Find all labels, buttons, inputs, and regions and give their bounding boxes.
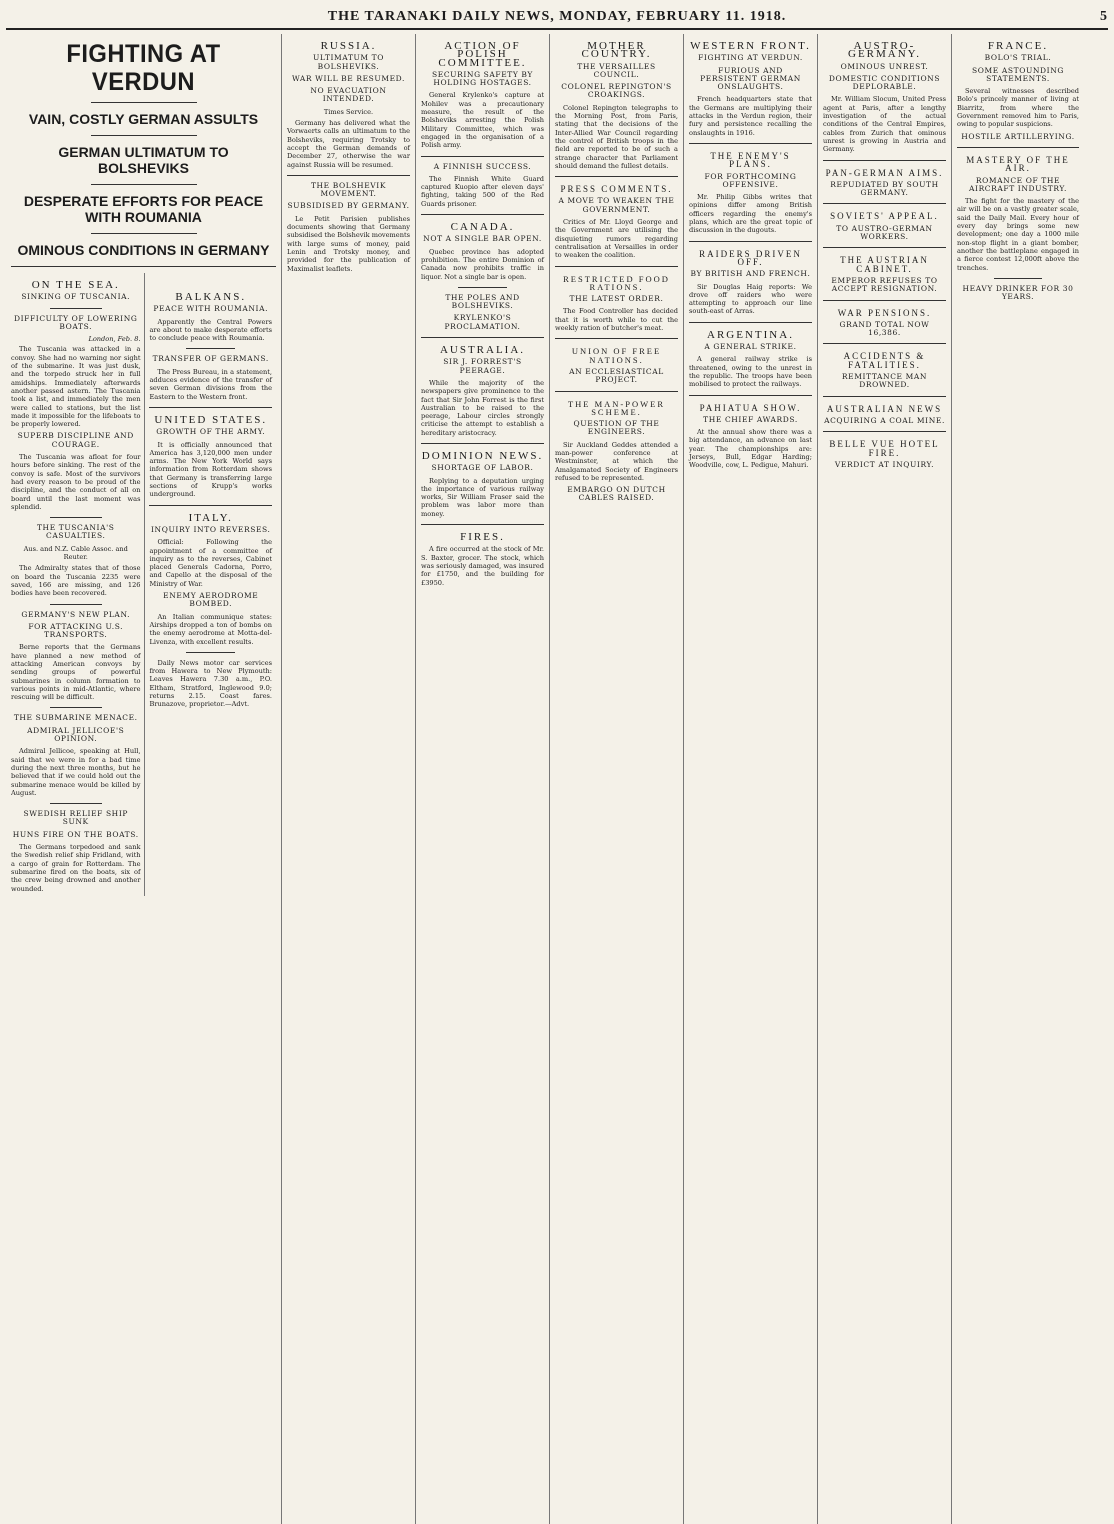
bolo-sub: BOLO'S TRIAL. — [984, 53, 1052, 63]
on-the-sea-head: ON THE SEA. — [31, 279, 120, 291]
column-3 — [416, 34, 550, 1524]
pangerman-head: PAN-GERMAN AIMS. — [825, 167, 944, 178]
finnish-head: A FINNISH SUCCESS. — [433, 161, 532, 171]
verdun-text: French headquarters state that the Germans are multiplying their attacks in the Verdun region, their fury and persistence recalling the onslaughts in 1916. — [689, 95, 812, 137]
russia-text: Germany has delivered what the Vorwaerts calls an ultimatum to the Bolsheviks, requiring Trotsky to accept the German demands of December 27, otherwise the war against Russia will be resumed. — [287, 119, 410, 169]
bolo-sub2: SOME ASTOUNDING STATEMENTS. — [972, 65, 1064, 83]
submarine-sub: ADMIRAL JELLICOE'S OPINION. — [27, 725, 125, 744]
balkans-sub: PEACE WITH ROUMANIA. — [153, 304, 269, 314]
dominion-sub: SHORTAGE OF LABOR. — [431, 463, 534, 473]
mastery-text: The fight for the mastery of the air will be on a vastly greater scale, said the Daily Mail. Every hour of every day brings some new development; one day a 1000 mile non-stop flight in a giant bomber, another the battleplane engaged in a fierce contest 12,000ft above the trenches. — [957, 197, 1079, 272]
soviets-sub: TO AUSTRO-GERMAN WORKERS. — [836, 223, 933, 242]
column-1 — [6, 34, 282, 1524]
headline-sub-1: VAIN, COSTLY GERMAN ASSULTS — [28, 111, 259, 127]
council-text: Colonel Repington telegraphs to the Morning Post, from Paris, stating that the decisions of the Inter-Allied War Council regarding the control of British troops in the field are reported to be of such a strange character that Parliament should demand the fullest details. — [555, 103, 678, 170]
pahiatua-sub: THE CHIEF AWARDS. — [703, 414, 798, 424]
press-text: Critics of Mr. Lloyd George and the Government are utilising the disquieting rumors regarding centralisation at Versailles in order to weaken the coalition. — [555, 218, 678, 260]
column-2 — [282, 34, 416, 1524]
tuscania-head: SINKING OF TUSCANIA. — [21, 292, 131, 302]
verdun-sub2: FURIOUS AND PERSISTENT GERMAN ONSLAUGHTS. — [700, 65, 801, 92]
council-sub2: COLONEL REPINGTON'S CROAKINGS. — [561, 82, 672, 100]
enemy-plans-sub: FOR FORTHCOMING OFFENSIVE. — [704, 171, 797, 189]
swedish-sub: HUNS FIRE ON THE BOATS. — [12, 829, 139, 839]
russia-head: RUSSIA. — [320, 40, 377, 52]
germany-plan-head: GERMANY'S NEW PLAN. — [21, 609, 131, 619]
australian-news-sub: ACQUIRING A COAL MINE. — [824, 415, 945, 425]
russia-sub: ULTIMATUM TO BOLSHEVIKS. — [312, 53, 385, 71]
discipline-text: The Tuscania was afloat for four hours before sinking. The rest of the convoy is safe. Most of the survivors had every reason to be proud of the discipline, and the conduct of all on board until the last moment was splendid. — [11, 453, 141, 511]
main-headline: FIGHTING AT VERDUN — [66, 40, 221, 96]
argentina-text: A general railway strike is threatened, owing to the unrest in the republic. The troops have been mobilised to protect the railways. — [689, 355, 812, 389]
canada-head: CANADA. — [450, 221, 515, 234]
poles-sub: KRYLENKO'S PROCLAMATION. — [444, 313, 521, 331]
australia-head: AUSTRALIA. — [439, 344, 526, 357]
italy-sub: INQUIRY INTO REVERSES. — [150, 524, 271, 534]
column-4 — [550, 34, 684, 1524]
bolshevik-text: Le Petit Parisien publishes documents showing that Germany subsidised the Bolshevik movements with large sums of money, paid Lenin and Trotsky money, and provided for the publication of Maximalist leaflets. — [287, 214, 410, 273]
pahiatua-text: At the annual show there was a big attendance, an advance on last year. The championships are: Jerseys, Bull, Edgar Harding; Woodville, cow, L. Pedigue, Mahuri. — [689, 428, 812, 470]
italy-text: Official: Following the appointment of a committee of inquiry as to the reverses, Cabinet placed Generals Cadorna, Porro, and Capello at the disposal of the Ministry of War. — [149, 538, 272, 588]
enemy-plans-text: Mr. Philip Gibbs writes that opinions differ among British officers regarding the enemy's plans, which are the great topic of discussion in the dugouts. — [689, 193, 812, 235]
argentina-sub: A GENERAL STRIKE. — [704, 342, 797, 352]
dominion-text: Replying to a deputation urging the importance of various railway works, Sir William Fraser said the problem was labor more than money. — [421, 476, 544, 518]
balkans-head: BALKANS. — [175, 291, 247, 303]
verdun-sub: FIGHTING AT VERDUN. — [698, 53, 803, 63]
finnish-text: The Finnish White Guard captured Kuopio after eleven days' fighting, taking 500 of the Red Guards prisoner. — [421, 174, 544, 208]
advert: Daily News motor car services from Hawera to New Plymouth: Leaves Hawera 7.30 a.m., P.O. Eltham, Stratford, Inglewood 9.0; returns 2.15. Coast fares. Brunazove, proprietor.—Advt. — [149, 658, 272, 709]
pahiatua-head: PAHIATUA SHOW. — [699, 402, 802, 413]
australia-sub: SIR J. FORREST'S PEERAGE. — [443, 357, 522, 375]
page-number: 5 — [1100, 9, 1108, 24]
belle-vue-sub: VERDICT AT INQUIRY. — [834, 459, 935, 469]
bolshevik-head: THE BOLSHEVIK MOVEMENT. — [310, 180, 387, 199]
casualties-text: The Admiralty states that of those on board the Tuscania 2235 were saved, 166 are missing, and 126 bodies have been recovered. — [11, 564, 141, 598]
us-head: UNITED STATES. — [154, 413, 268, 426]
us-sub: GROWTH OF THE ARMY. — [156, 427, 266, 437]
tuscania-sub: DIFFICULTY OF LOWERING BOATS. — [13, 313, 138, 331]
heavy-drinker-sub: HEAVY DRINKER FOR 30 YEARS. — [962, 283, 1074, 302]
soviets-head: SOVIETS' APPEAL. — [830, 211, 939, 222]
submarine-text: Admiral Jellicoe, speaking at Hull, said that we were in for a bad time during the next three months, but he believed that if we could hold out the submarine menace would be killed by August. — [11, 747, 141, 797]
column-5 — [684, 34, 818, 1524]
dateline: London, Feb. 8. — [88, 335, 141, 344]
mastery-sub: ROMANCE OF THE AIRCRAFT INDUSTRY. — [968, 175, 1067, 193]
press-sub: A MOVE TO WEAKEN THE GOVERNMENT. — [558, 196, 675, 214]
enemy-plans-head: THE ENEMY'S PLANS. — [710, 150, 791, 170]
poles-head: THE POLES AND BOLSHEVIKS. — [445, 292, 520, 311]
bolo-text: Several witnesses described Bolo's princely manner of living at Biarritz, from where the Government removed him to Paris, owing to popular suspicions. — [957, 87, 1079, 129]
food-head: RESTRICTED FOOD RATIONS. — [563, 273, 670, 292]
union-head: UNION OF FREE NATIONS. — [571, 346, 662, 365]
pensions-head: WAR PENSIONS. — [837, 307, 932, 318]
artillery-sub: HOSTILE ARTILLERYING. — [961, 131, 1075, 141]
belle-vue-head: BELLE VUE HOTEL FIRE. — [829, 439, 940, 458]
raiders-text: Sir Douglas Haig reports: We drove off raiders who were attempting to approach our line south-east of Arras. — [689, 282, 812, 316]
austro-text: Mr. William Slocum, United Press agent at Paris, after a lengthy investigation of the actual conditions of the Central Empires, cables from Zurich that ominous unrest is growing in Austria and Germany. — [823, 95, 946, 154]
austro-sub2: DOMESTIC CONDITIONS DEPLORABLE. — [828, 73, 941, 92]
austro-sub: OMINOUS UNREST. — [840, 61, 929, 71]
column-7 — [952, 34, 1084, 1524]
headline-sub-3: DESPERATE EFFORTS FOR PEACE WITH ROUMANIA — [23, 193, 264, 225]
australian-news-head: AUSTRALIAN NEWS — [826, 403, 943, 414]
balkans-text: Apparently the Central Powers are about to make desperate efforts to conclude peace with Roumania. — [149, 317, 272, 343]
union-sub: AN ECCLESIASTICAL PROJECT. — [569, 366, 664, 385]
accidents-head: ACCIDENTS & FATALITIES. — [843, 351, 926, 370]
submarine-head: THE SUBMARINE MENACE. — [13, 713, 138, 723]
bolshevik-sub: SUBSIDISED BY GERMANY. — [287, 201, 410, 211]
column-6 — [818, 34, 952, 1524]
service-line: Times Service. — [323, 107, 374, 116]
swedish-head: SWEDISH RELIEF SHIP SUNK — [23, 809, 129, 827]
embargo-sub: EMBARGO ON DUTCH CABLES RAISED. — [567, 485, 666, 503]
canada-text: Quebec province has adopted prohibition. The entire Dominion of Canada now prohibits traffic in liquor. Not a single bar is open. — [421, 247, 544, 281]
masthead — [6, 6, 1108, 30]
australia-text: While the majority of the newspapers give prominence to the fact that Sir John Forrest is the first Australian to be raised to the peerage, Labour circles strongly criticise the attempt to establish a hereditary aristocracy. — [421, 378, 544, 437]
france-head: FRANCE. — [987, 40, 1049, 52]
manpower-sub: QUESTION OF THE ENGINEERS. — [573, 419, 660, 437]
masthead-title: THE TARANAKI DAILY NEWS, MONDAY, FEBRUARY 11. 1918. — [327, 9, 787, 24]
raiders-sub: BY BRITISH AND FRENCH. — [690, 269, 811, 279]
pangerman-sub: REPUDIATED BY SOUTH GERMANY. — [830, 179, 939, 198]
fires-head: FIRES. — [460, 531, 505, 544]
us-text: It is officially announced that America has 3,120,000 men under arms. The New York World says information from Rotterdam shows that Germany is transferring large sections of Krupp's works underground. — [149, 440, 272, 499]
accidents-sub: REMITTANCE MAN DROWNED. — [841, 372, 928, 390]
transfer-head: TRANSFER OF GERMANS. — [152, 354, 269, 364]
western-front-head: WESTERN FRONT. — [690, 40, 811, 52]
italy-head: ITALY. — [188, 511, 233, 524]
argentina-head: ARGENTINA. — [707, 328, 794, 341]
pensions-sub: GRAND TOTAL NOW 16,386. — [839, 319, 930, 338]
germany-plan-sub: FOR ATTACKING U.S. TRANSPORTS. — [28, 621, 124, 640]
columns — [6, 34, 1108, 1524]
manpower-text: Sir Auckland Geddes attended a man-power conference at Westminster, at which the Amalgamated Society of Engineers refused to be represented. — [555, 440, 678, 482]
manpower-head: THE MAN-POWER SCHEME. — [567, 398, 666, 417]
aerodrome-text: An Italian communique states: Airships dropped a ton of bombs on the enemy aerodrome at Motta-del-Livenza, with excellent results. — [149, 612, 272, 646]
polish-head: ACTION OF POLISH COMMITTEE. — [438, 40, 527, 69]
casualties-head: THE TUSCANIA'S CASUALTIES. — [36, 523, 115, 541]
headline-sub-4: OMINOUS CONDITIONS IN GERMANY — [17, 242, 270, 258]
swedish-text: The Germans torpedoed and sank the Swedish relief ship Fridland, with a cargo of grain for Rotterdam. The submarine fired on the boats, six of the crew being drowned and another wounded. — [11, 843, 141, 893]
council-sub: THE VERSAILLES COUNCIL. — [577, 61, 656, 79]
polish-text: General Krylenko's capture at Mohilev was a precautionary measure, the result of the Bolsheviks arresting the Polish Military Committee, which was engaged in the organisation of a Polish army. — [421, 91, 544, 150]
austro-germany-head: AUSTRO-GERMANY. — [848, 40, 921, 61]
fires-text: A fire occurred at the stock of Mr. S. Baxter, grocer. The stock, which was seriously damaged, was insured for £1750, and the building for £3950. — [421, 545, 544, 587]
service-line: Aus. and N.Z. Cable Assoc. and Reuter. — [23, 544, 128, 562]
russia-sub2: WAR WILL BE RESUMED. — [291, 73, 406, 83]
polish-sub: SECURING SAFETY BY HOLDING HOSTAGES. — [432, 69, 533, 88]
food-text: The Food Controller has decided that it is worth while to cut the weekly ration of butcher's meat. — [555, 307, 678, 333]
headline-sub-2: GERMAN ULTIMATUM TO BOLSHEVIKS — [58, 144, 229, 176]
russia-sub3: NO EVACUATION INTENDED. — [310, 86, 387, 104]
mastery-head: MASTERY OF THE AIR. — [966, 154, 1070, 174]
aerodrome-head: ENEMY AERODROME BOMBED. — [163, 591, 259, 609]
cabinet-head: THE AUSTRIAN CABINET. — [840, 255, 929, 274]
raiders-head: RAIDERS DRIVEN OFF. — [699, 248, 802, 267]
germany-plan-text: Berne reports that the Germans have planned a new method of attacking American convoys by sending groups of powerful submarines in column formation to various points in mid-Atlantic, where rescuing will be difficult. — [11, 643, 141, 702]
cabinet-sub: EMPEROR REFUSES TO ACCEPT RESIGNATION. — [831, 275, 938, 294]
food-sub: THE LATEST ORDER. — [569, 294, 664, 304]
dominion-head: DOMINION NEWS. — [421, 449, 544, 462]
canada-sub: NOT A SINGLE BAR OPEN. — [423, 234, 542, 244]
transfer-text: The Press Bureau, in a statement, adduces evidence of the transfer of seven German divisions from the Eastern to the Western front. — [149, 367, 272, 401]
mother-country-head: MOTHER COUNTRY. — [581, 40, 652, 61]
discipline-head: SUPERB DISCIPLINE AND COURAGE. — [17, 431, 134, 449]
press-head: PRESS COMMENTS. — [560, 184, 673, 195]
tuscania-text: The Tuscania was attacked in a convoy. She had no warning nor sight of the submarine. It was just dusk, and the torpedo struck her in full amidships. Immediately afterwards another passed astern. The Tuscania took a list, and immediately the men were called to stations, but the list made it impossible for the lifeboats to be properly lowered. — [11, 345, 141, 429]
